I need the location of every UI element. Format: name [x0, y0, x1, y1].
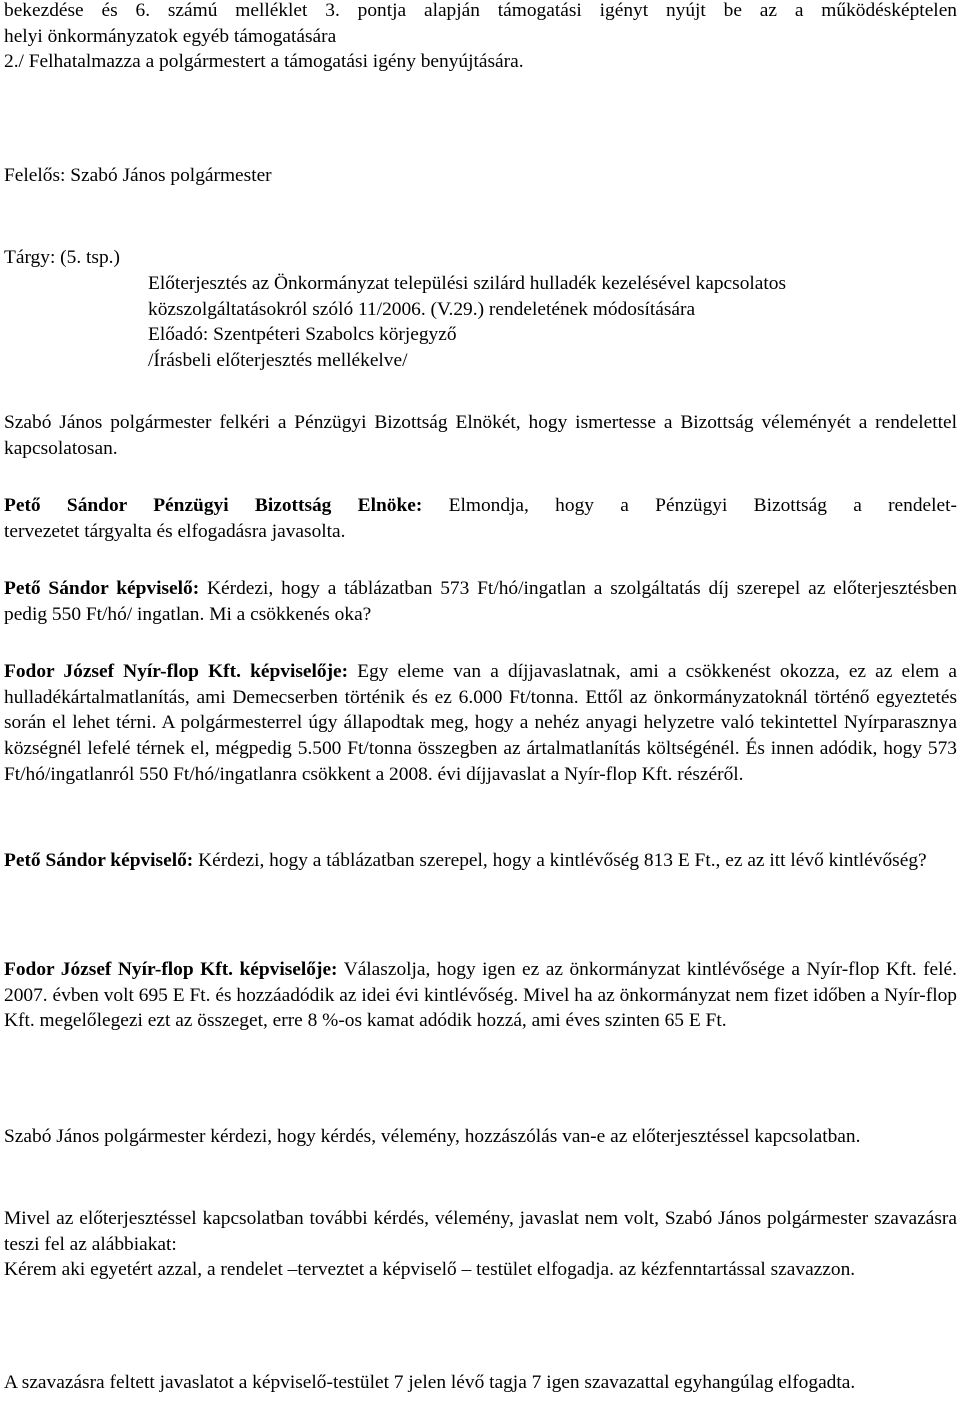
agenda-presenter: Előadó: Szentpéteri Szabolcs körjegyző	[148, 324, 457, 346]
speech-text: Egy eleme van a díjjavaslatnak, ami a csökkenést okozza, ez az elem a hulladékártalmatlanítás, ami Demecserben történik és ez 6.000 Ft/tonna. Ettől az önkormányzatoknál történő egyeztetés során el lehet térni. A polgármesterrel úgy állapodtak meg, hogy a nehéz anyagi helyzetre való tekintettel Nyírparasznya községnél lefelé térnek el, mégpedig 5.500 Ft/tonna összegben az ártalmatlanítás költségénél. És innen adódik, hogy 573 Ft/hó/ingatlanról 550 Ft/hó/ingatlanra csökkent a 2008. évi díjjavaslat a Nyír-flop Kft. részéről.	[4, 661, 957, 785]
resolution-continuation	[4, 0, 957, 75]
speaker-name: Fodor József Nyír-flop Kft. képviselője:	[4, 661, 349, 682]
speech-text: Kérdezi, hogy a táblázatban 573 Ft/hó/ingatlan a szolgáltatás díj szerepel az előterjesztésben pedig 550 Ft/hó/ ingatlan. Mi a csökkenés oka?	[4, 578, 957, 625]
agenda-attachment-note: /Írásbeli előterjesztés mellékelve/	[148, 350, 408, 372]
speaker-name: Pető Sándor képviselő:	[4, 578, 200, 599]
resolution-line-2: helyi önkormányzatok egyéb támogatására	[4, 25, 337, 47]
vote-call-intro: Mivel az előterjesztéssel kapcsolatban további kérdés, vélemény, javaslat nem volt, Szabó János polgármester szavazásra teszi fel az alábbiakat:	[4, 1208, 957, 1255]
resolution-line-1: bekezdése és 6. számú melléklet 3. pontja alapján támogatási igényt nyújt be az a működésképtelen	[4, 0, 957, 21]
speaker-name: Pető Sándor Pénzügyi Bizottság Elnöke:	[4, 495, 423, 516]
speaker-name: Fodor József Nyír-flop Kft. képviselője:	[4, 959, 338, 980]
agenda-subject	[148, 271, 957, 374]
speech-text: Kérdezi, hogy a táblázatban szerepel, hogy a kintlévőség 813 E Ft., ez az itt lévő kintlévőség?	[198, 850, 927, 871]
paragraph-councillor-question-1	[4, 576, 957, 627]
agenda-subject-label: Tárgy: (5. tsp.)	[4, 247, 120, 268]
paragraph-company-answer-2	[4, 957, 957, 1034]
paragraph-mayor-asks: Szabó János polgármester kérdezi, hogy kérdés, vélemény, hozzászólás van-e az előterjesztéssel kapcsolatban.	[4, 1126, 861, 1147]
paragraph-vote-result: A szavazásra feltett javaslatot a képviselő-testület 7 jelen lévő tagja 7 igen szavazattal egyhangúlag elfogadta.	[4, 1372, 856, 1393]
paragraph-mayor-request: Szabó János polgármester felkéri a Pénzügyi Bizottság Elnökét, hogy ismertesse a Bizottság véleményét a rendelettel kapcsolatosan.	[4, 412, 957, 459]
speech-text: Válaszolja, hogy igen ez az önkormányzat kintlévősége a Nyír-flop Kft. felé. 2007. évben volt 695 E Ft. és hozzáadódik az idei évi kintlévőség. Mivel ha az önkormányzat nem fizet időben a Nyír-flop Kft. megelőlegezi ezt az összeget, erre 8 %-os kamat adódik hozzá, ami éves szinten 65 E Ft.	[4, 959, 957, 1032]
paragraph-finance-chair: Pető Sándor Pénzügyi Bizottság Elnöke: Elmondja, hogy a Pénzügyi Bizottság a rendelet- tervezetet tárgyalta és elfogadásra javasolta.	[4, 495, 957, 542]
agenda-title-line-1: Előterjesztés az Önkormányzat települési szilárd hulladék kezelésével kapcsolatos	[148, 273, 787, 294]
responsible-line: Felelős: Szabó János polgármester	[4, 165, 272, 186]
agenda-title-line-2: közszolgáltatásokról szóló 11/2006. (V.29.) rendeletének módosítására	[148, 298, 696, 320]
paragraph-vote-call	[4, 1206, 957, 1283]
paragraph-councillor-question-2	[4, 848, 957, 874]
paragraph-company-answer-1	[4, 659, 957, 788]
speaker-name: Pető Sándor képviselő:	[4, 850, 194, 871]
resolution-line-3: 2./ Felhatalmazza a polgármestert a támogatási igény benyújtására.	[4, 51, 524, 73]
vote-call-request: Kérem aki egyetért azzal, a rendelet –terveztet a képviselő – testület elfogadja. az kézfenntartással szavazzon.	[4, 1259, 856, 1281]
